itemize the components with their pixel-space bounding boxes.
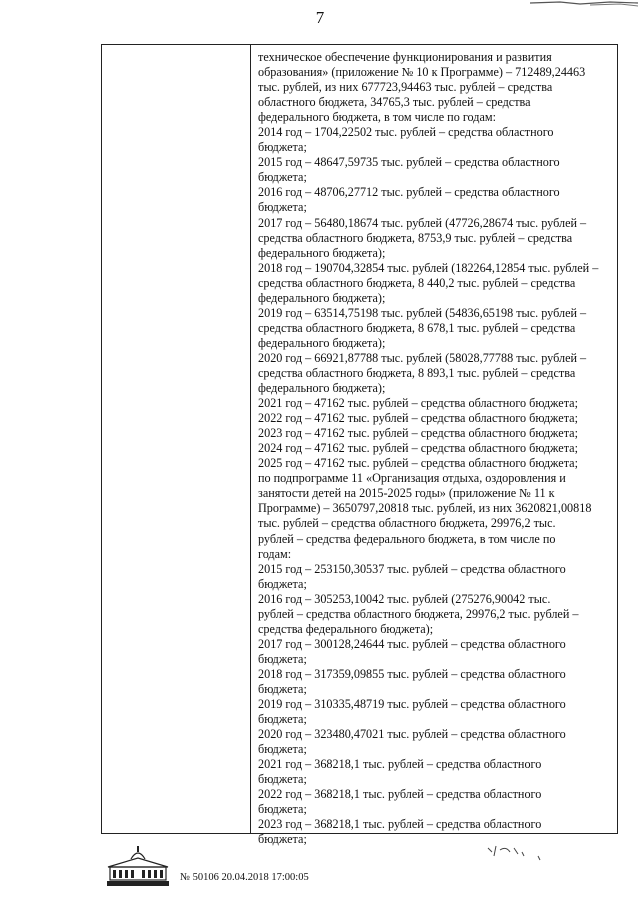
text-line: средства областного бюджета, 8 893,1 тыс. рублей – средства [258,365,576,380]
text-line: областного бюджета, 34765,3 тыс. рублей – средства [258,95,531,110]
text-line: 2017 год – 56480,18674 тыс. рублей (47726,28674 тыс. рублей – [258,215,587,230]
text-line: федерального бюджета); [258,290,386,305]
text-line: бюджета; [258,772,307,787]
text-line: 2021 год – 47162 тыс. рублей – средства областного бюджета; [258,396,578,411]
text-line: Программе) – 3650797,20818 тыс. рублей, из них 3620821,00818 [258,501,592,516]
text-line: бюджета; [258,651,307,666]
text-line: рублей – средства областного бюджета, 29976,2 тыс. рублей – [258,606,579,621]
text-line: бюджета; [258,742,307,757]
text-line: бюджета; [258,200,307,215]
text-line: техническое обеспечение функционирования и развития [258,50,552,64]
text-line: 2018 год – 317359,09855 тыс. рублей – средства областного [258,666,566,681]
text-line: 2020 год – 323480,47021 тыс. рублей – средства областного [258,727,566,742]
text-line: образования» (приложение № 10 к Программе) – 712489,24463 [258,65,586,80]
text-line: бюджета; [258,140,307,155]
text-line: 2015 год – 253150,30537 тыс. рублей – средства областного [258,561,566,576]
text-line: 2016 год – 48706,27712 тыс. рублей – средства областного [258,185,560,200]
text-line: 2025 год – 47162 тыс. рублей – средства областного бюджета; [258,456,578,471]
document-table [101,44,618,847]
text-line: 2019 год – 63514,75198 тыс. рублей (54836,65198 тыс. рублей – [258,305,587,320]
text-line: бюджета; [258,832,307,847]
text-line: 2023 год – 47162 тыс. рублей – средства областного бюджета; [258,426,578,441]
text-line: 2021 год – 368218,1 тыс. рублей – средства областного [258,757,542,772]
text-line: 2024 год – 47162 тыс. рублей – средства областного бюджета; [258,441,578,456]
parliament-building-logo [105,845,171,887]
registration-stamp: № 50106 20.04.2018 17:00:05 [180,872,309,883]
text-line: федерального бюджета); [258,381,386,396]
text-line: 2020 год – 66921,87788 тыс. рублей (58028,77788 тыс. рублей – [258,350,587,365]
text-line: бюджета; [258,712,307,727]
text-line: рублей – средства федерального бюджета, в том числе по [258,531,556,546]
text-line: годам: [258,546,292,561]
text-line: 2022 год – 47162 тыс. рублей – средства областного бюджета; [258,411,578,426]
scan-edge-artifact [520,0,640,8]
text-line: 2014 год – 1704,22502 тыс. рублей – средства областного [258,125,554,140]
text-line: 2022 год – 368218,1 тыс. рублей – средства областного [258,787,542,802]
table-cell-text [258,50,613,847]
text-line: средства областного бюджета, 8 678,1 тыс. рублей – средства [258,320,576,335]
text-line: 2019 год – 310335,48719 тыс. рублей – средства областного [258,697,566,712]
text-line: средства федерального бюджета); [258,621,434,636]
text-line: 2016 год – 305253,10042 тыс. рублей (275276,90042 тыс. [258,591,551,606]
text-line: 2015 год – 48647,59735 тыс. рублей – средства областного [258,155,560,170]
text-line: бюджета; [258,576,307,591]
text-line: по подпрограмме 11 «Организация отдыха, оздоровления и [258,471,566,486]
text-line: федерального бюджета); [258,335,386,350]
text-line: 2018 год – 190704,32854 тыс. рублей (182264,12854 тыс. рублей – [258,260,599,275]
text-line: тыс. рублей – средства областного бюджета, 29976,2 тыс. [258,516,556,531]
text-line: средства областного бюджета, 8 440,2 тыс. рублей – средства [258,275,576,290]
text-line: тыс. рублей, из них 677723,94463 тыс. рублей – средства [258,80,553,95]
text-line: 2017 год – 300128,24644 тыс. рублей – средства областного [258,636,566,651]
text-line: федерального бюджета); [258,245,386,260]
column-divider [250,45,251,833]
text-line: бюджета; [258,681,307,696]
text-line: занятости детей на 2015-2025 годы» (приложение № 11 к [258,486,555,501]
text-line: 2023 год – 368218,1 тыс. рублей – средства областного [258,817,542,832]
page-number: 7 [315,8,325,27]
text-line: бюджета; [258,802,307,817]
text-line: средства областного бюджета, 8753,9 тыс. рублей – средства [258,230,573,245]
text-line: бюджета; [258,170,307,185]
text-line: федерального бюджета, в том числе по годам: [258,110,496,125]
handwritten-marks [480,842,550,864]
